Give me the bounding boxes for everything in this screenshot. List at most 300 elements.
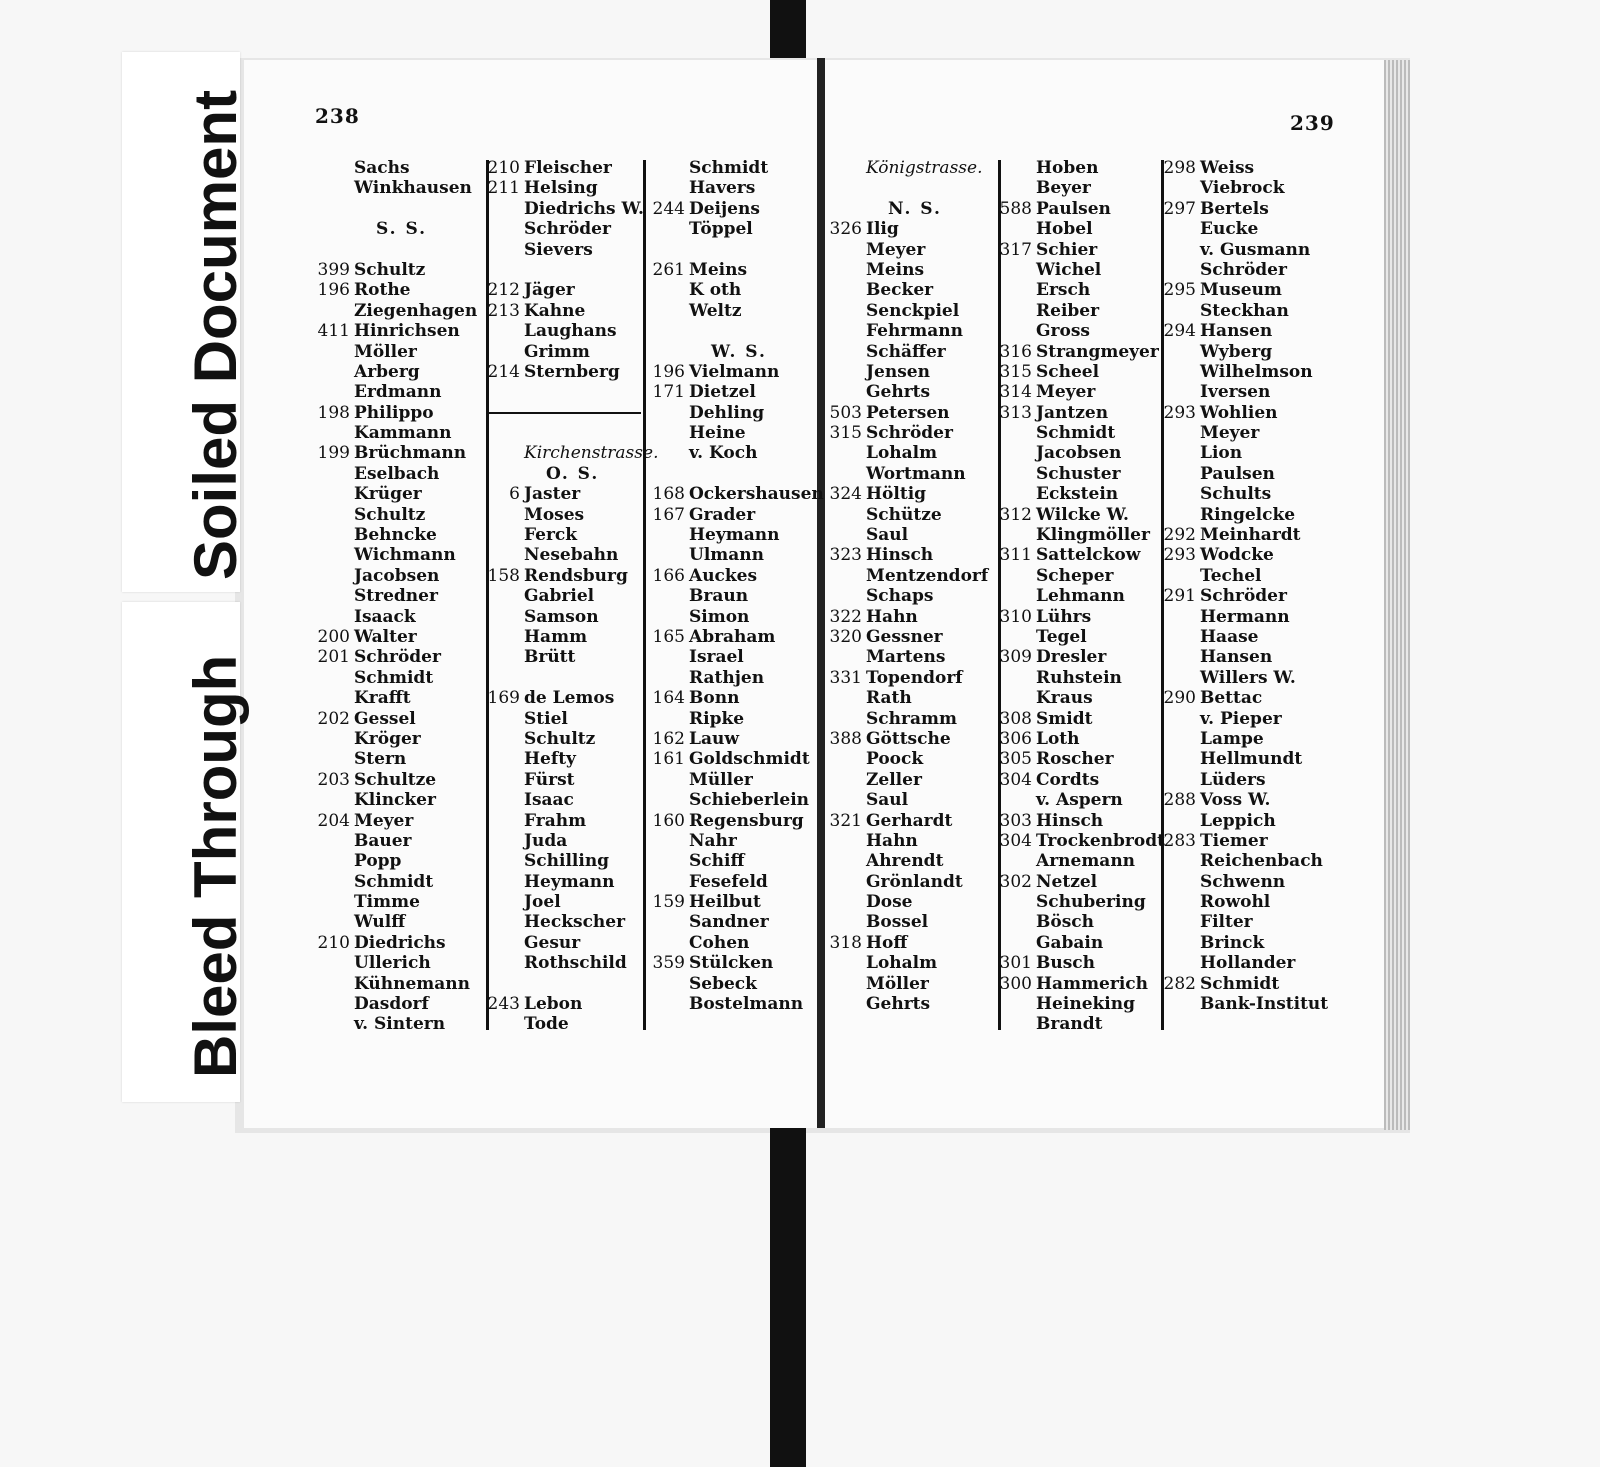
directory-entry: [826, 260, 986, 280]
directory-entry: [996, 770, 1156, 790]
house-number: [314, 240, 354, 260]
resident-name: Lebon: [524, 994, 583, 1015]
house-number: [314, 484, 354, 504]
directory-entry: [1160, 219, 1320, 239]
resident-name: Schütze: [866, 504, 942, 525]
directory-entry: [314, 974, 474, 994]
resident-name: Hermann: [1200, 606, 1290, 627]
resident-name: Jacobsen: [354, 565, 440, 586]
resident-name: Mentzendorf: [866, 565, 989, 586]
directory-entry: [1160, 280, 1320, 300]
house-number: [1160, 872, 1200, 892]
house-number: [484, 443, 524, 463]
directory-entry: [826, 382, 986, 402]
directory-entry: [996, 464, 1156, 484]
resident-name: Hahn: [866, 606, 918, 627]
directory-entry: [649, 892, 809, 912]
directory-entry: [314, 729, 474, 749]
directory-entry: [826, 872, 986, 892]
resident-name: Schmidt: [354, 871, 434, 892]
directory-entry: [996, 382, 1156, 402]
house-number: 293: [1163, 545, 1196, 566]
resident-name: Petersen: [866, 402, 950, 423]
directory-entry: [649, 362, 809, 382]
house-number: [484, 342, 524, 362]
directory-entry: [826, 647, 986, 667]
house-number: [314, 974, 354, 994]
resident-name: Grönlandt: [866, 871, 963, 892]
house-number: [996, 851, 1036, 871]
resident-name: Martens: [866, 647, 946, 668]
resident-name: Kühnemann: [354, 973, 471, 994]
house-number: 326: [829, 219, 862, 240]
resident-name: Ringelcke: [1200, 504, 1296, 525]
resident-name: Ziegenhagen: [354, 300, 478, 321]
house-number: 293: [1163, 402, 1196, 423]
house-number: [314, 586, 354, 606]
directory-entry: [1160, 158, 1320, 178]
house-number: 302: [999, 871, 1032, 892]
house-number: [1160, 382, 1200, 402]
directory-entry: [314, 321, 474, 341]
resident-name: Diedrichs W.: [524, 198, 644, 219]
resident-name: Hobel: [1036, 219, 1093, 240]
directory-entry: [996, 321, 1156, 341]
house-number: [484, 749, 524, 769]
house-number: [996, 301, 1036, 321]
directory-entry: [314, 178, 474, 198]
directory-entry: [826, 240, 986, 260]
directory-entry: [314, 199, 474, 219]
house-number: 309: [999, 647, 1032, 668]
directory-entry: [826, 668, 986, 688]
house-number: [1160, 260, 1200, 280]
house-number: [484, 382, 524, 402]
house-number: 311: [999, 545, 1032, 566]
directory-entry: [484, 505, 644, 525]
house-number: [649, 974, 689, 994]
house-number: [314, 729, 354, 749]
house-number: [826, 851, 866, 871]
directory-entry: [996, 545, 1156, 565]
directory-entry: [1160, 484, 1320, 504]
resident-name: Gehrts: [866, 382, 931, 403]
house-number: 323: [829, 545, 862, 566]
directory-entry: [826, 729, 986, 749]
house-number: [1160, 178, 1200, 198]
directory-entry: [649, 974, 809, 994]
directory-entry: [1160, 260, 1320, 280]
directory-entry: [649, 668, 809, 688]
house-number: 210: [317, 932, 350, 953]
directory-entry: [996, 1014, 1156, 1034]
directory-entry: [996, 974, 1156, 994]
resident-name: Hahn: [866, 830, 918, 851]
house-number: [1160, 484, 1200, 504]
directory-entry: [826, 219, 986, 239]
house-number: [1160, 627, 1200, 647]
resident-name: Jäger: [524, 280, 575, 301]
resident-name: Stülcken: [689, 953, 774, 974]
directory-entry: [996, 260, 1156, 280]
resident-name: Kirchenstrasse.: [524, 443, 659, 464]
house-number: 213: [487, 300, 520, 321]
house-number: [996, 586, 1036, 606]
house-number: 308: [999, 708, 1032, 729]
directory-entry: [314, 545, 474, 565]
directory-entry: [1160, 423, 1320, 443]
resident-name: Schmidt: [689, 158, 769, 178]
resident-name: Bettac: [1200, 688, 1263, 709]
resident-name: Schultz: [354, 504, 426, 525]
directory-entry: [1160, 872, 1320, 892]
house-number: [1160, 729, 1200, 749]
resident-name: Rowohl: [1200, 892, 1271, 913]
house-number: 324: [829, 484, 862, 505]
directory-entry: [1160, 342, 1320, 362]
resident-name: Gessner: [866, 626, 943, 647]
directory-entry: [314, 668, 474, 688]
directory-entry: [649, 464, 809, 484]
house-number: [826, 158, 866, 178]
house-number: 322: [829, 606, 862, 627]
house-number: [484, 627, 524, 647]
house-number: [1160, 219, 1200, 239]
resident-name: Leppich: [1200, 810, 1276, 831]
resident-name: Sachs: [354, 158, 410, 178]
house-number: [314, 872, 354, 892]
directory-entry: [649, 301, 809, 321]
directory-entry: [1160, 709, 1320, 729]
resident-name: Haase: [1200, 626, 1259, 647]
street-heading: [826, 158, 986, 178]
house-number: [649, 280, 689, 300]
resident-name: Ersch: [1036, 280, 1091, 301]
directory-entry: [314, 300, 478, 321]
house-number: [1160, 240, 1200, 260]
resident-name: de Lemos: [524, 688, 615, 709]
directory-entry: [314, 831, 474, 851]
directory-entry: [1160, 525, 1320, 545]
resident-name: Goldschmidt: [689, 749, 810, 770]
side-heading: [649, 342, 809, 362]
house-number: [826, 790, 866, 810]
directory-entry: [314, 749, 474, 769]
directory-entry: [484, 484, 644, 504]
house-number: [484, 607, 524, 627]
house-number: [996, 219, 1036, 239]
directory-entry: [484, 607, 644, 627]
directory-entry: [314, 260, 474, 280]
house-number: 321: [829, 810, 862, 831]
resident-name: Weiss: [1200, 158, 1255, 178]
directory-entry: [649, 566, 809, 586]
house-number: 300: [999, 973, 1032, 994]
directory-entry: [996, 566, 1156, 586]
house-number: [314, 892, 354, 912]
resident-name: Scheel: [1036, 361, 1100, 382]
house-number: 301: [999, 953, 1032, 974]
resident-name: Sternberg: [524, 361, 620, 382]
directory-entry: [996, 443, 1156, 463]
house-number: [484, 974, 524, 994]
directory-entry: [996, 994, 1156, 1014]
resident-name: Filter: [1200, 912, 1253, 933]
house-number: 211: [487, 178, 520, 199]
directory-entry: [484, 423, 644, 443]
resident-name: Reichenbach: [1200, 851, 1323, 872]
house-number: [996, 627, 1036, 647]
house-number: 503: [829, 402, 862, 423]
house-number: [314, 382, 354, 402]
resident-name: Ockershausen: [689, 484, 824, 505]
resident-name: Brütt: [524, 647, 576, 668]
directory-entry: [826, 851, 986, 871]
directory-entry: [649, 831, 809, 851]
house-number: [1160, 443, 1200, 463]
directory-entry: [484, 566, 644, 586]
house-number: [649, 443, 689, 463]
directory-entry: [996, 811, 1156, 831]
directory-entry: [314, 872, 474, 892]
directory-entry: [996, 280, 1156, 300]
directory-entry: [314, 994, 474, 1014]
resident-name: Dasdorf: [354, 994, 429, 1015]
house-number: 294: [1163, 321, 1196, 342]
resident-name: Wilcke W.: [1036, 504, 1129, 525]
directory-entry: [314, 403, 474, 423]
house-number: 210: [487, 158, 520, 178]
directory-entry: [826, 953, 986, 973]
house-number: [1160, 709, 1200, 729]
resident-name: Grimm: [524, 341, 590, 362]
resident-name: Frahm: [524, 810, 587, 831]
resident-name: Ahrendt: [866, 851, 944, 872]
resident-name: Regensburg: [689, 810, 804, 831]
house-number: [826, 892, 866, 912]
directory-entry: [996, 790, 1156, 810]
house-number: [826, 342, 866, 362]
house-number: [826, 301, 866, 321]
directory-entry: [996, 892, 1156, 912]
directory-entry: [1160, 912, 1320, 932]
directory-entry: [314, 464, 474, 484]
resident-name: Meinhardt: [1200, 525, 1301, 546]
resident-name: Hefty: [524, 749, 576, 770]
house-number: [826, 260, 866, 280]
directory-entry: [996, 607, 1156, 627]
resident-name: Schröder: [524, 219, 611, 240]
resident-name: Rothschild: [524, 953, 627, 974]
resident-name: Müller: [689, 769, 753, 790]
directory-entry: [314, 443, 474, 463]
house-number: [1160, 851, 1200, 871]
resident-name: Schwenn: [1200, 871, 1286, 892]
resident-name: Heine: [689, 423, 746, 444]
resident-name: Sebeck: [689, 973, 757, 994]
house-number: [314, 607, 354, 627]
directory-entry: [649, 280, 809, 300]
directory-entry: [996, 362, 1156, 382]
house-number: [826, 280, 866, 300]
directory-entry: [649, 933, 809, 953]
house-number: [996, 790, 1036, 810]
directory-entry: [484, 647, 644, 667]
house-number: [996, 912, 1036, 932]
directory-entry: [1160, 688, 1320, 708]
resident-name: Dose: [866, 892, 913, 913]
house-number: 317: [999, 239, 1032, 260]
house-number: [996, 443, 1036, 463]
house-number: [1160, 994, 1200, 1014]
right-page-number: 239: [1290, 111, 1335, 135]
side-heading: [484, 464, 644, 484]
directory-entry: [314, 342, 474, 362]
resident-name: Bonn: [689, 688, 740, 709]
resident-name: Vielmann: [689, 361, 780, 382]
directory-entry: [314, 933, 474, 953]
directory-entry: [1160, 933, 1320, 953]
resident-name: Loth: [1036, 728, 1080, 749]
directory-entry: [649, 688, 809, 708]
resident-name: Bauer: [354, 830, 412, 851]
directory-entry: [484, 912, 644, 932]
resident-name: Schier: [1036, 239, 1098, 260]
directory-entry: [484, 158, 644, 178]
house-number: [484, 933, 524, 953]
house-number: 164: [652, 688, 685, 709]
resident-name: N. S.: [888, 198, 942, 219]
directory-entry: [649, 770, 809, 790]
house-number: [314, 525, 354, 545]
house-number: 588: [999, 198, 1032, 219]
house-number: [314, 342, 354, 362]
resident-name: Hollander: [1200, 953, 1296, 974]
directory-entry: [649, 240, 809, 260]
house-number: 314: [999, 382, 1032, 403]
resident-name: Eucke: [1200, 219, 1259, 240]
directory-entry: [1160, 851, 1323, 872]
directory-entry: [484, 362, 644, 382]
resident-name: Saul: [866, 790, 909, 811]
house-number: [649, 994, 689, 1014]
resident-name: Gross: [1036, 321, 1090, 342]
resident-name: Strangmeyer: [1036, 341, 1159, 362]
directory-entry: [996, 647, 1156, 667]
house-number: [1160, 607, 1200, 627]
directory-entry: [649, 811, 809, 831]
directory-entry: [484, 892, 644, 912]
directory-entry: [484, 178, 644, 198]
directory-entry: [1160, 607, 1320, 627]
resident-name: Hamm: [524, 626, 588, 647]
house-number: [649, 933, 689, 953]
house-number: [996, 321, 1036, 341]
resident-name: Isaack: [354, 606, 416, 627]
house-number: [826, 464, 866, 484]
resident-name: Bank-Institut: [1200, 994, 1329, 1015]
directory-entry: [314, 586, 474, 606]
directory-entry: [1160, 566, 1320, 586]
resident-name: Timme: [354, 892, 420, 913]
house-number: [996, 668, 1036, 688]
directory-entry: [649, 749, 809, 769]
house-number: 315: [999, 361, 1032, 382]
resident-name: Paulsen: [1036, 198, 1111, 219]
house-number: 261: [652, 259, 685, 280]
house-number: [1160, 770, 1200, 790]
resident-name: Becker: [866, 280, 934, 301]
directory-entry: [996, 178, 1156, 198]
house-number: [484, 321, 524, 341]
resident-name: Kammann: [354, 423, 452, 444]
directory-entry: [826, 790, 986, 810]
resident-name: Saul: [866, 525, 909, 546]
house-number: 291: [1163, 586, 1196, 607]
house-number: [649, 525, 689, 545]
house-number: 288: [1163, 790, 1196, 811]
resident-name: Sattelckow: [1036, 545, 1141, 566]
house-number: 399: [317, 259, 350, 280]
directory-entry: [314, 240, 474, 260]
directory-entry: [826, 770, 986, 790]
resident-name: Ilig: [866, 219, 899, 240]
directory-entry: [1160, 362, 1320, 382]
resident-name: Wodcke: [1200, 545, 1274, 566]
house-number: [826, 749, 866, 769]
house-number: [649, 912, 689, 932]
house-number: [314, 953, 354, 973]
resident-name: Eckstein: [1036, 484, 1119, 505]
resident-name: Schröder: [1200, 586, 1287, 607]
directory-entry: [826, 586, 986, 606]
house-number: [1160, 668, 1200, 688]
directory-entry: [1160, 443, 1320, 463]
house-number: [314, 994, 354, 1014]
directory-entry: [484, 790, 644, 810]
directory-entry: [484, 219, 644, 239]
directory-entry: [314, 912, 474, 932]
resident-name: Meins: [866, 259, 925, 280]
directory-entry: [649, 994, 809, 1014]
directory-entry: [649, 872, 809, 892]
resident-name: Viebrock: [1200, 178, 1285, 199]
directory-entry: [826, 749, 986, 769]
resident-name: Möller: [354, 341, 417, 362]
house-number: 312: [999, 504, 1032, 525]
directory-entry: [314, 627, 474, 647]
resident-name: Jantzen: [1036, 402, 1109, 423]
resident-name: Schubering: [1036, 892, 1146, 913]
directory-entry: [649, 199, 809, 219]
house-number: [996, 260, 1036, 280]
house-number: [826, 872, 866, 892]
directory-entry: [826, 505, 986, 525]
resident-name: Höltig: [866, 484, 927, 505]
directory-entry: [484, 770, 644, 790]
directory-entry: [314, 505, 474, 525]
directory-entry: [484, 382, 644, 402]
resident-name: Fürst: [524, 769, 575, 790]
directory-entry: [1160, 464, 1320, 484]
house-number: 160: [652, 810, 685, 831]
house-number: 200: [317, 626, 350, 647]
directory-entry: [996, 709, 1156, 729]
house-number: 202: [317, 708, 350, 729]
directory-entry: [1160, 240, 1320, 260]
directory-entry: [484, 668, 644, 688]
directory-entry: [649, 423, 809, 443]
